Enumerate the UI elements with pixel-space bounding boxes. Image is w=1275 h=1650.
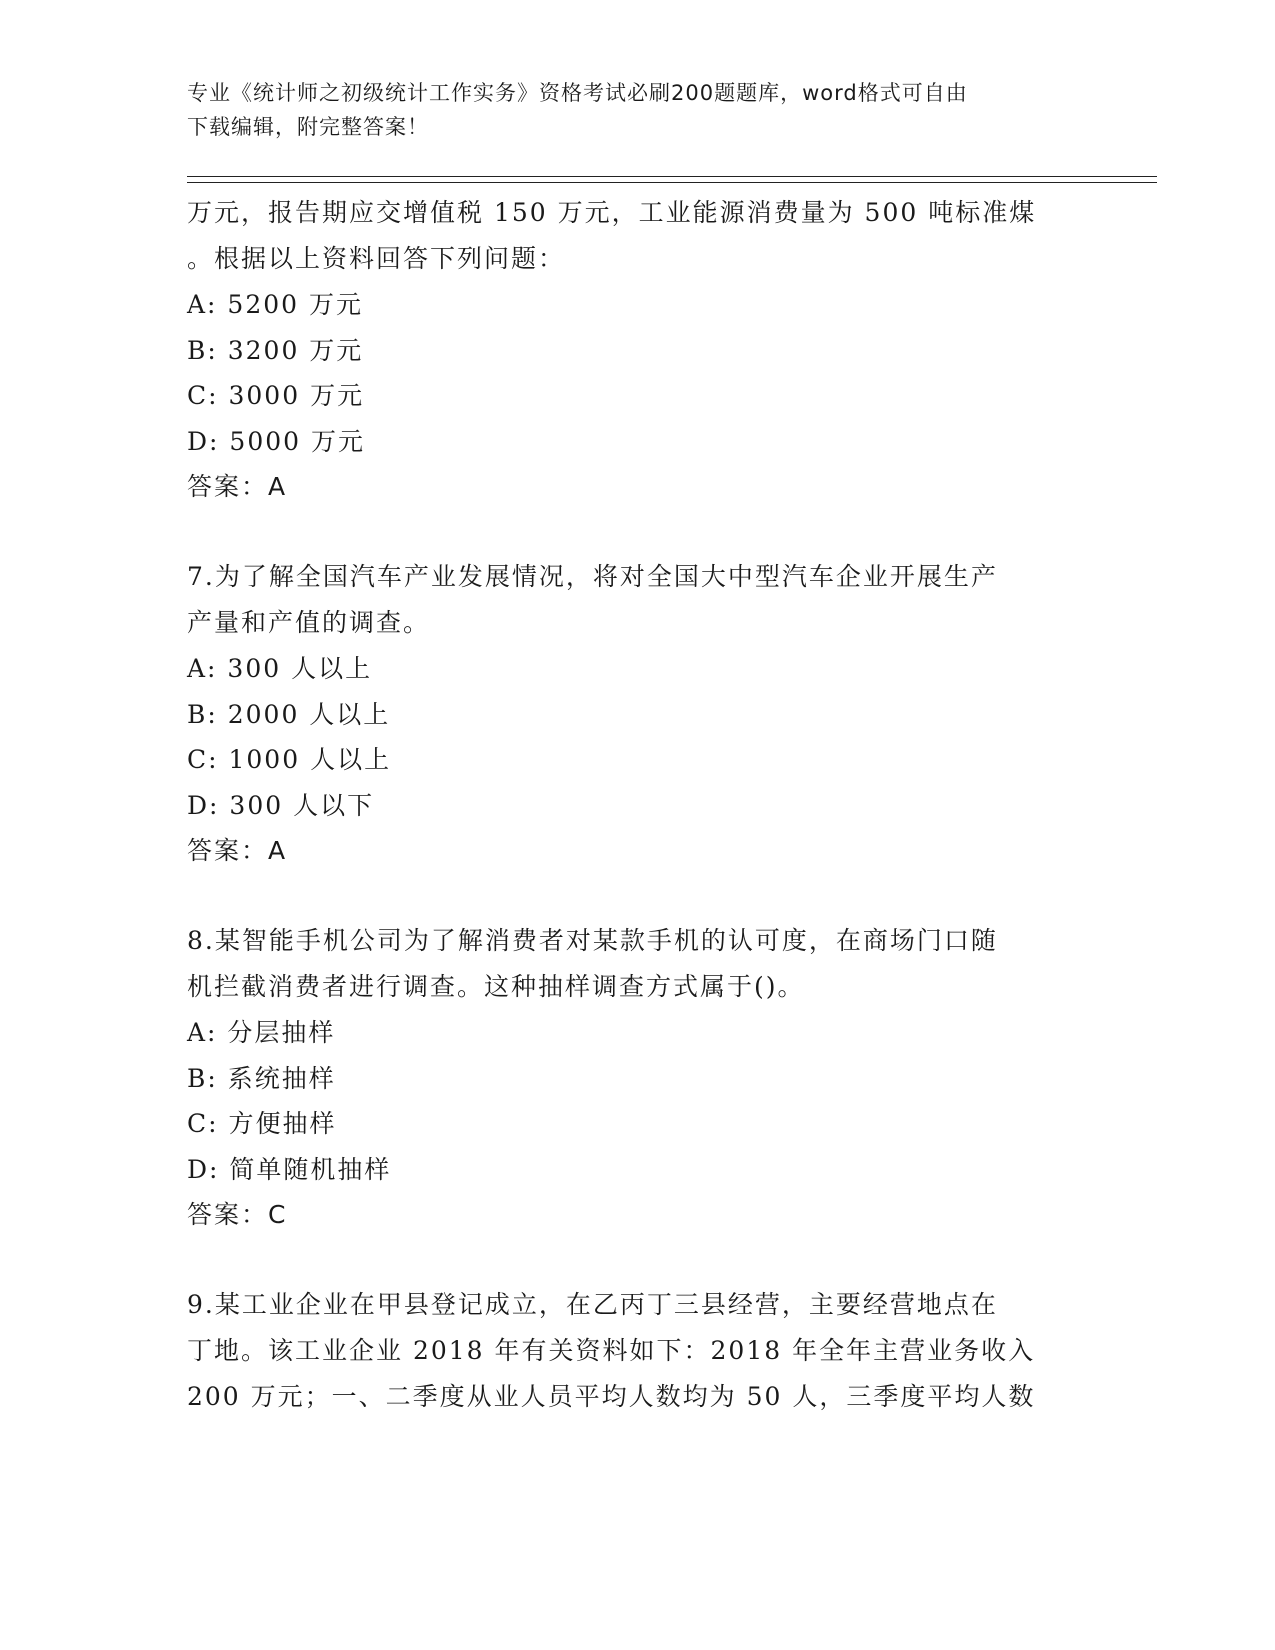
option-a: A: 分层抽样 <box>187 1018 336 1047</box>
document-header <box>187 76 1067 144</box>
option-d: D: 简单随机抽样 <box>187 1154 392 1184</box>
question-7 <box>187 554 1087 874</box>
header-divider-bottom <box>187 182 1157 183</box>
question-text-line: 产量和产值的调查。 <box>187 608 431 637</box>
question-8 <box>187 918 1087 1238</box>
option-d: D: 5000 万元 <box>187 426 365 456</box>
question-text-line: 万元，报告期应交增值税 150 万元，工业能源消费量为 500 吨标准煤 <box>187 198 1037 227</box>
question-spacer <box>187 510 1087 554</box>
question-text-line: 丁地。该工业企业 2018 年有关资料如下：2018 年全年主营业务收入 <box>187 1336 1036 1365</box>
question-spacer <box>187 874 1087 918</box>
question-9 <box>187 1282 1087 1420</box>
option-b: B: 2000 人以上 <box>187 699 391 729</box>
question-spacer <box>187 1238 1087 1282</box>
question-text-line: 9.某工业企业在甲县登记成立，在乙丙丁三县经营，主要经营地点在 <box>187 1290 998 1319</box>
question-text-line: 8.某智能手机公司为了解消费者对某款手机的认可度，在商场门口随 <box>187 926 998 955</box>
question-text-line: 机拦截消费者进行调查。这种抽样调查方式属于()。 <box>187 972 805 1001</box>
option-c: C: 3000 万元 <box>187 381 365 410</box>
question-text-line: 200 万元；一、二季度从业人员平均人数均为 50 人，三季度平均人数 <box>187 1382 1036 1411</box>
option-d: D: 300 人以下 <box>187 790 375 820</box>
answer-line: 答案：A <box>187 836 288 865</box>
question-text-line: 7.为了解全国汽车产业发展情况，将对全国大中型汽车企业开展生产 <box>187 562 998 591</box>
option-a: A: 5200 万元 <box>187 290 363 319</box>
option-a: A: 300 人以上 <box>187 654 373 683</box>
header-title-line-2: 下载编辑，附完整答案！ <box>187 115 429 139</box>
answer-line: 答案：A <box>187 472 288 501</box>
question-continued <box>187 190 1087 510</box>
option-c: C: 1000 人以上 <box>187 745 392 774</box>
option-b: B: 3200 万元 <box>187 335 364 365</box>
option-c: C: 方便抽样 <box>187 1109 337 1138</box>
header-title-line-1: 专业《统计师之初级统计工作实务》资格考试必刷200题题库，word格式可自由 <box>187 81 968 105</box>
question-text-line: 。根据以上资料回答下列问题： <box>187 244 566 273</box>
document-body <box>187 190 1087 1420</box>
option-b: B: 系统抽样 <box>187 1063 336 1093</box>
header-divider-top <box>187 176 1157 177</box>
answer-line: 答案：C <box>187 1200 288 1229</box>
